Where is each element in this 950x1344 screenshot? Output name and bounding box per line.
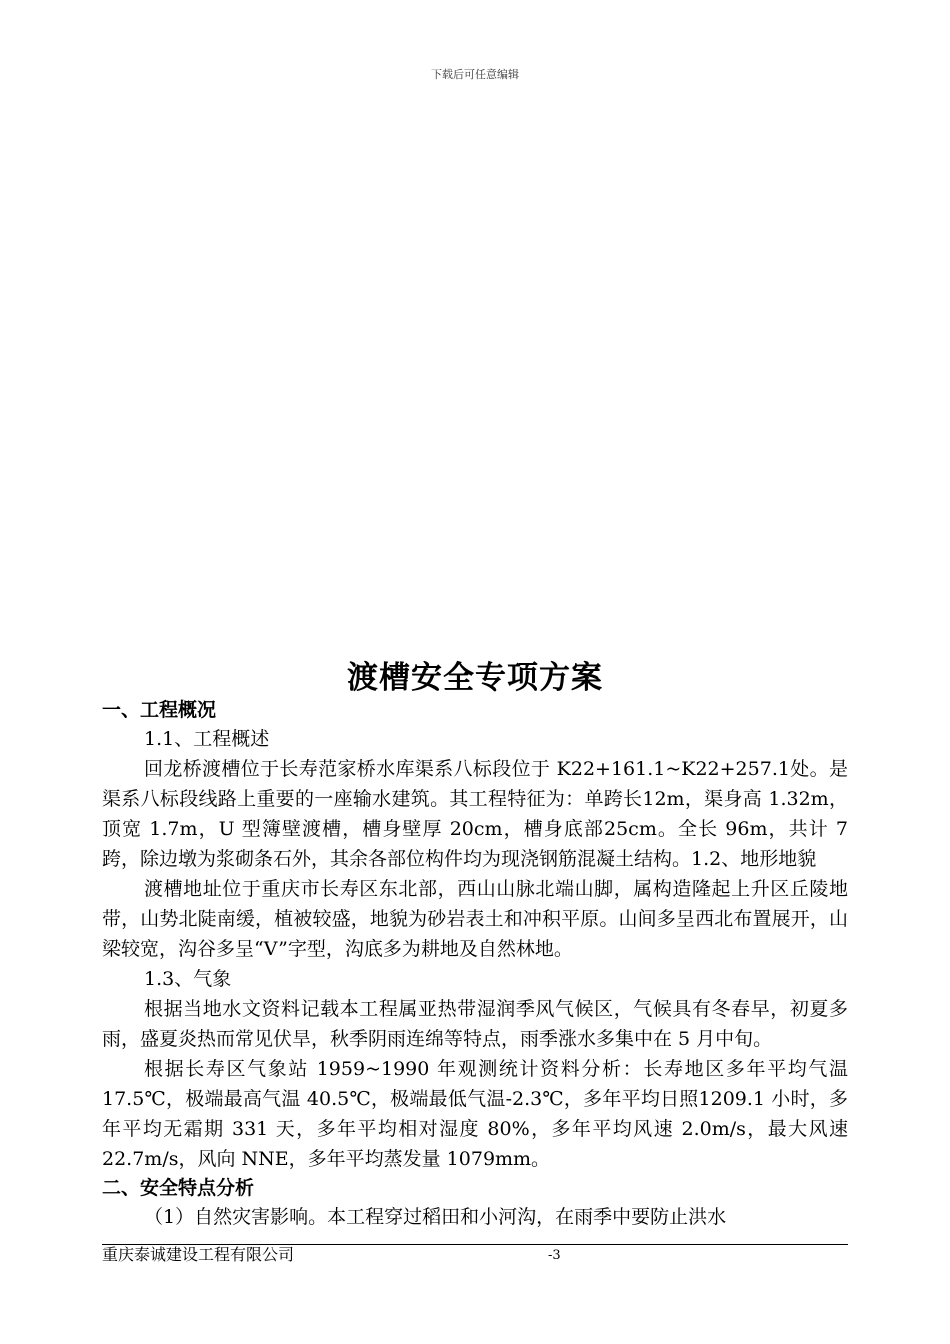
page-header-note: 下载后可任意编辑: [431, 68, 519, 81]
document-title: 渡槽安全专项方案: [347, 660, 603, 696]
paragraph-climate-type: 根据当地水文资料记载本工程属亚热带湿润季风气候区，气候具有冬春早，初夏多雨，盛夏炎热而常见伏旱，秋季阴雨连绵等特点，雨季涨水多集中在 5 月中旬。: [102, 998, 848, 1050]
footer-company-name: 重庆泰诚建设工程有限公司: [102, 1245, 295, 1264]
subheading-project-overview: 1.1、工程概述: [144, 728, 270, 750]
section-heading-safety-analysis: 二、安全特点分析: [102, 1177, 255, 1199]
paragraph-natural-disaster: （1）自然灾害影响。本工程穿过稻田和小河沟，在雨季中要防止洪水: [144, 1206, 727, 1228]
paragraph-terrain: 渡槽地址位于重庆市长寿区东北部，西山山脉北端山脚，属构造隆起上升区丘陵地带，山势北陡南缓，植被较盛，地貌为砂岩表土和冲积平原。山间多呈西北布置展开，山梁较宽，沟谷多呈“V”字型，沟底多为耕地及自然林地。: [102, 878, 848, 960]
section-heading-overview: 一、工程概况: [102, 699, 217, 721]
footer-page-number: -3: [548, 1248, 561, 1263]
document-body: [102, 696, 848, 1232]
paragraph-climate-statistics: 根据长寿区气象站 1959~1990 年观测统计资料分析：长寿地区多年平均气温 17.5℃，极端最高气温 40.5℃，极端最低气温-2.3℃，多年平均日照1209.1 小时，多年平均无霜期 331 天，多年平均相对湿度 80%，多年平均风速 2.0m/s，最大风速 22.7m/s，风向 NNE，多年平均蒸发量 1079mm。: [102, 1058, 848, 1170]
paragraph-project-overview: 回龙桥渡槽位于长寿范家桥水库渠系八标段位于 K22+161.1~K22+257.1处。是渠系八标段线路上重要的一座输水建筑。其工程特征为：单跨长12m，渠身高 1.32m，顶宽 1.7m，U 型簿壁渡槽，槽身壁厚 20cm，槽身底部25cm。全长 96m，共计 7 跨，除边墩为浆砌条石外，其余各部位构件均为现浇钢筋混凝土结构。1.2、地形地貌: [102, 758, 848, 870]
subheading-climate: 1.3、气象: [144, 968, 232, 990]
